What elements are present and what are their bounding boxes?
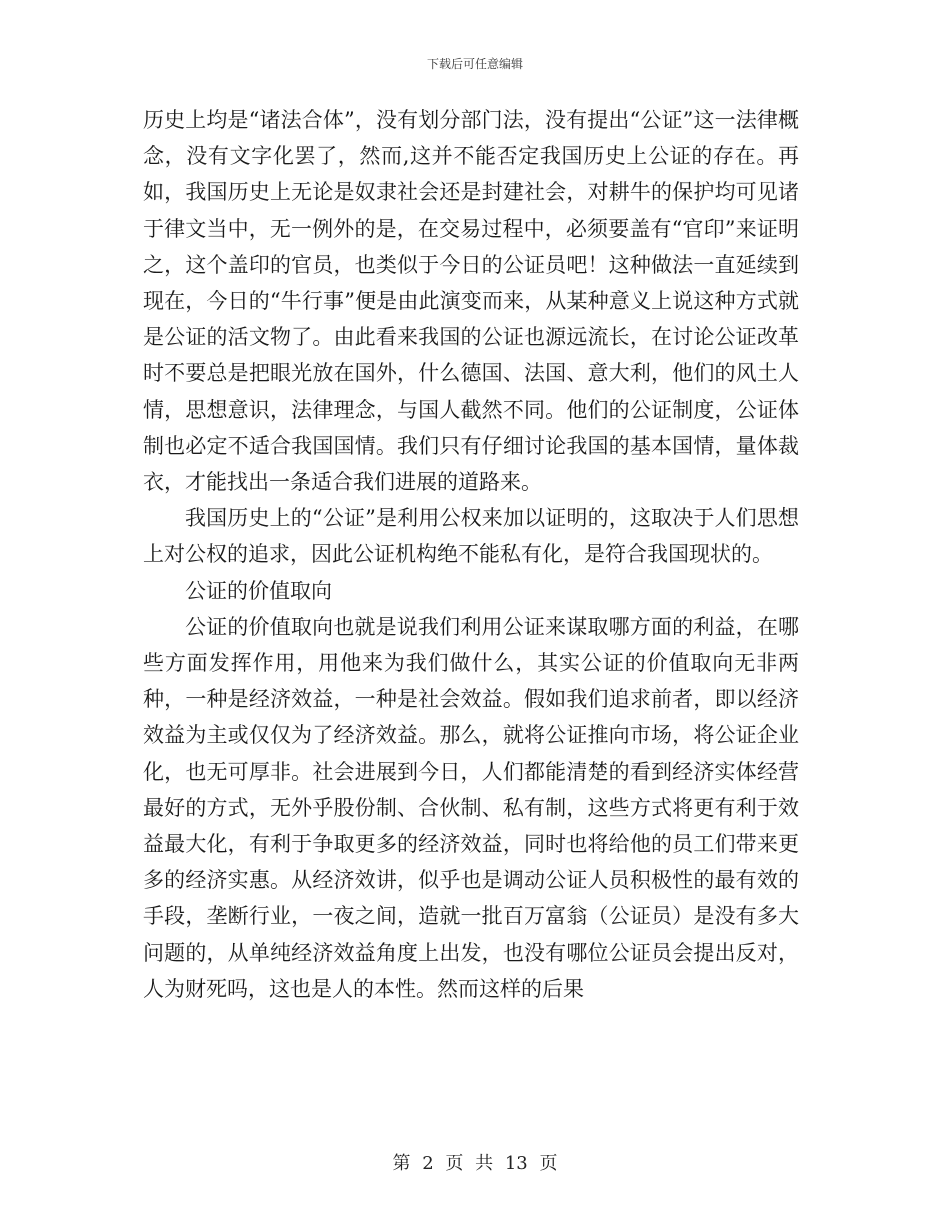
paragraph-3: 公证的价值取向也就是说我们利用公证来谋取哪方面的利益，在哪些方面发挥作用，用他来为我们做什么，其实公证的价值取向无非两种，一种是经济效益，一种是社会效益。假如我们追求前者，即以经济效益为主或仅仅为了经济效益。那么，就将公证推向市场，将公证企业化，也无可厚非。社会进展到今日，人们都能清楚的看到经济实体经营最好的方式，无外乎股份制、合伙制、私有制，这些方式将更有利于效益最大化，有利于争取更多的经济效益，同时也将给他的员工们带来更多的经济实惠。从经济效讲，似乎也是调动公证人员积极性的最有效的手段，垄断行业，一夜之间，造就一批百万富翁（公证员）是没有多大问题的，从单纯经济效益角度上出发，也没有哪位公证员会提出反对，人为财死吗，这也是人的本性。然而这样的后果 [143,614,799,1001]
paragraph-1: 历史上均是“诸法合体”，没有划分部门法，没有提出“公证”这一法律概念，没有文字化罢了，然而,这并不能否定我国历史上公证的存在。再如，我国历史上无论是奴隶社会还是封建社会，对耕牛的保护均可见诸于律文当中，无一例外的是，在交易过程中，必须要盖有“官印”来证明之，这个盖印的官员，也类似于今日的公证员吧！这种做法一直延续到现在，今日的“牛行事”便是由此演变而来，从某种意义上说这种方式就是公证的活文物了。由此看来我国的公证也源远流长，在讨论公证改革时不要总是把眼光放在国外，什么德国、法国、意大利，他们的风土人情，思想意识，法律理念，与国人截然不同。他们的公证制度，公证体制也必定不适合我国国情。我们只有仔细讨论我国的基本国情，量体裁衣，才能找出一条适合我们进展的道路来。 [143,108,799,495]
document-body [143,102,799,1007]
section-heading: 公证的价值取向 [185,578,332,603]
page-footer: 第 2 页 共 13 页 [392,1153,558,1174]
page-header: 下载后可任意编辑 [426,57,523,71]
paragraph-2: 我国历史上的“公证”是利用公权来加以证明的，这取决于人们思想上对公权的追求，因此公证机构绝不能私有化，是符合我国现状的。 [143,506,799,567]
